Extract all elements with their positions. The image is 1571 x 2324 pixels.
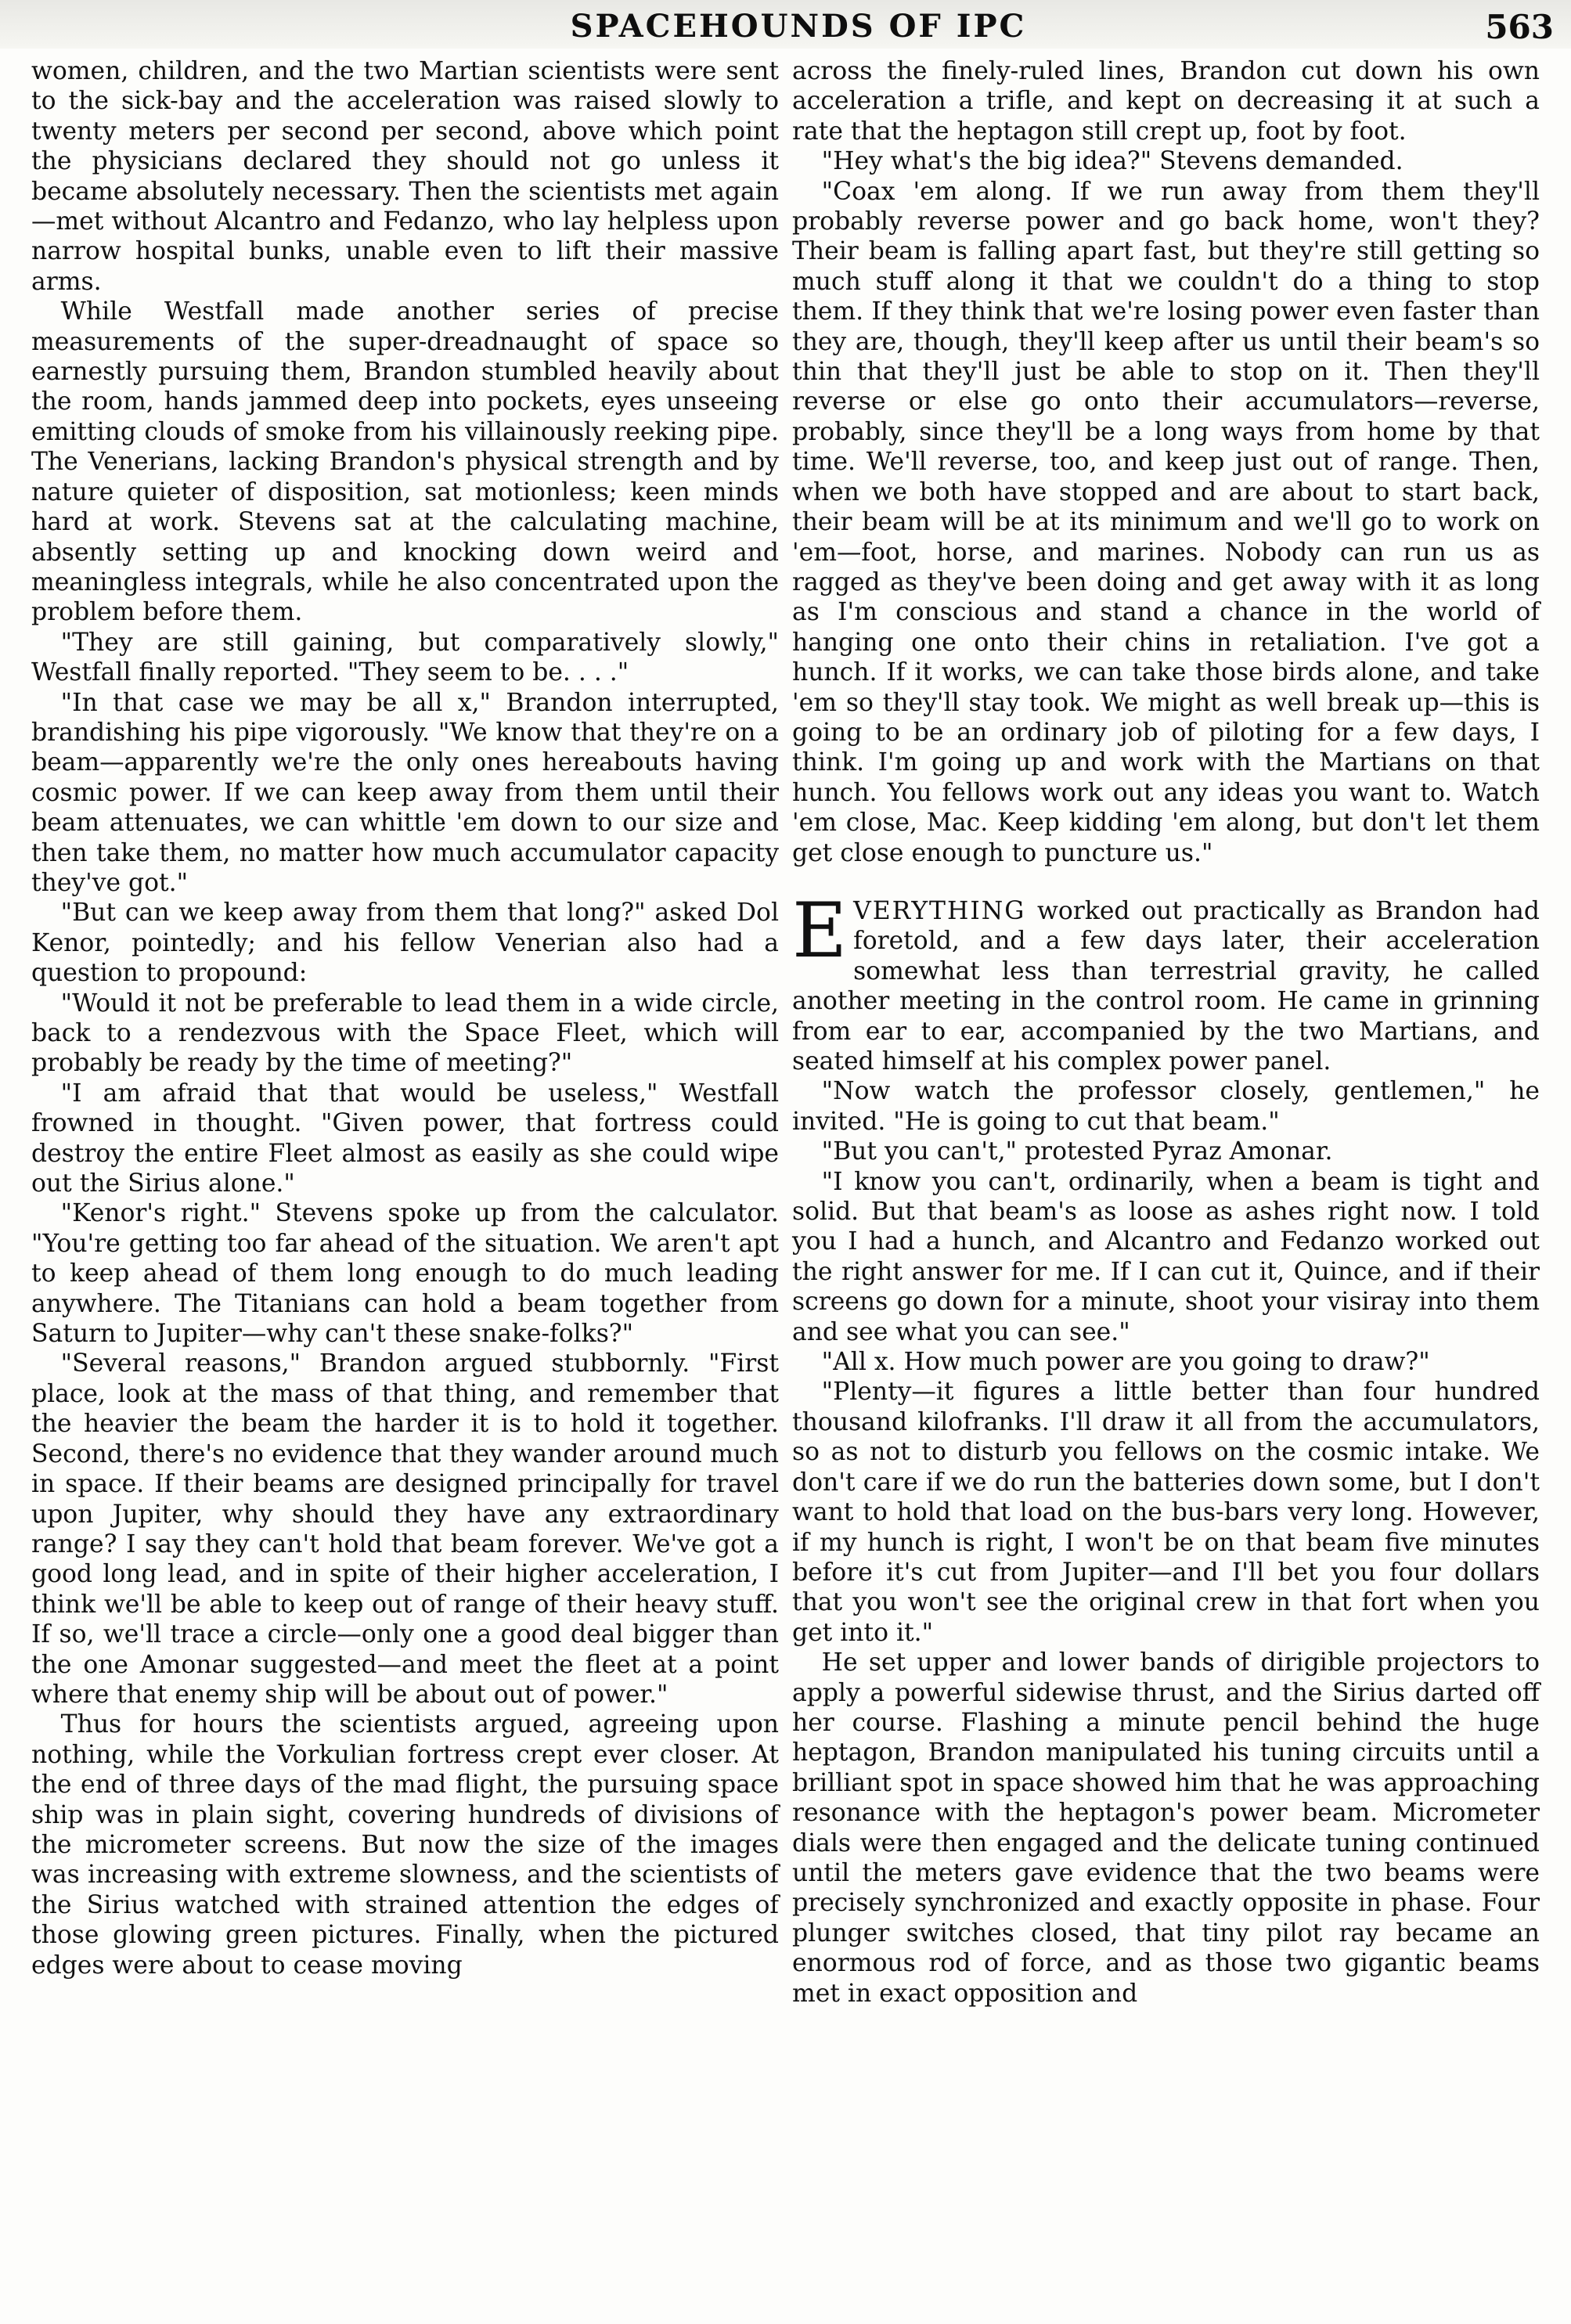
paragraph: "Kenor's right." Stevens spoke up from the calculator. "You're getting too far ahead of the situation. We aren't apt to keep ahead of them long enough to do much leading anywhere. The Titanians can hold a beam together from Saturn to Jupiter—why can't these snake-folks?" xyxy=(31,1199,779,1349)
right-column xyxy=(792,56,1540,2009)
running-title: SPACEHOUNDS OF IPC xyxy=(570,8,1027,45)
paragraph: "Would it not be preferable to lead them in a wide circle, back to a rendezvous with the Space Fleet, which will probably be ready by the time of meeting?" xyxy=(31,989,779,1078)
left-column xyxy=(31,56,779,1980)
paragraph: women, children, and the two Martian scientists were sent to the sick-bay and the acceleration was raised slowly to twenty meters per second per second, above which point the physicians declared they should not go unless it became absolutely necessary. Then the scientists met again—met without Alcantro and Fedanzo, who lay helpless upon narrow hospital bunks, unable even to lift their massive arms. xyxy=(31,57,779,296)
paragraph: "But you can't," protested Pyraz Amonar. xyxy=(821,1137,1333,1166)
section-break xyxy=(792,868,1540,896)
paragraph: "All x. How much power are you going to draw?" xyxy=(821,1348,1430,1377)
page-number: 563 xyxy=(1485,8,1554,46)
paragraph: While Westfall made another series of precise measurements of the super-dreadnaught of space so earnestly pursuing them, Brandon stumbled heavily about the room, hands jammed deep into pockets, eyes unseeing emitting clouds of smoke from his villainously reeking pipe. The Venerians, lacking Brandon's physical strength and by nature quieter of disposition, sat motionless; keen minds hard at work. Stevens sat at the calculating machine, absently setting up and knocking down weird and meaningless integrals, while he also concentrated upon the problem before them. xyxy=(31,297,779,627)
paragraph: across the finely-ruled lines, Brandon cut down his own acceleration a trifle, and kept on decreasing it at such a rate that the heptagon still crept up, foot by foot. xyxy=(792,57,1540,146)
paragraph-text: worked out practically as Brandon had foretold, and a few days later, their acceleration somewhat less than terrestrial gravity, he called another meeting in the control room. He came in grinning from ear to ear, accompanied by the two Martians, and seated himself at his complex power panel. xyxy=(792,896,1540,1076)
paragraph: "Now watch the professor closely, gentlemen," he invited. "He is going to cut that beam." xyxy=(792,1077,1540,1136)
drop-cap: E xyxy=(792,886,848,975)
paragraph: "Hey what's the big idea?" Stevens demanded. xyxy=(821,147,1403,176)
lead-in-word: VERYTHING xyxy=(853,896,1026,925)
paragraph: "In that case we may be all x," Brandon interrupted, brandishing his pipe vigorously. "We know that they're on a beam—apparently we're the only ones hereabouts having cosmic power. If we can keep away from them until their beam attenuates, we can whittle 'em down to our size and then take them, no matter how much accumulator capacity they've got." xyxy=(31,688,779,897)
paragraph: "But can we keep away from them that long?" asked Dol Kenor, pointedly; and his fellow Venerian also had a question to propound: xyxy=(31,899,779,988)
paragraph: "Coax 'em along. If we run away from them they'll probably reverse power and go back home, won't they? Their beam is falling apart fast, but they're still getting so much stuff along it that we couldn't do a thing to stop them. If they think that we're losing power even faster than they are, though, they'll keep after us until their beam's so thin that they'll just be able to stop on it. Then they'll reverse or else go onto their accumulators—reverse, probably, since they'll be a long ways from home by that time. We'll reverse, too, and keep just out of range. Then, when we both have stopped and are about to start back, their beam will be at its minimum and we'll go to work on 'em—foot, horse, and marines. Nobody can run us as ragged as they've been doing and get away with it as long as I'm conscious and stand a chance in the world of hanging one onto their chins in retaliation. I've got a hunch. If it works, we can take those birds alone, and take 'em so they'll stay took. We might as well break up—this is going to be an ordinary job of piloting for a few days, I think. I'm going up and work with the Martians on that hunch. You fellows work out any ideas you want to. Watch 'em close, Mac. Keep kidding 'em along, but don't let them get close enough to puncture us." xyxy=(792,177,1540,867)
paragraph: "I know you can't, ordinarily, when a beam is tight and solid. But that beam's as loose as ashes right now. I told you I had a hunch, and Alcantro and Fedanzo worked out the right answer for me. If I can cut it, Quince, and if their screens go down for a minute, shoot your visiray into them and see what you can see." xyxy=(792,1167,1540,1346)
paragraph: "They are still gaining, but comparatively slowly," Westfall finally reported. "They seem to be. . . ." xyxy=(31,628,779,687)
paragraph: Thus for hours the scientists argued, agreeing upon nothing, while the Vorkulian fortress crept ever closer. At the end of three days of the mad flight, the pursuing space ship was in plain sight, covering hundreds of divisions of the micrometer screens. But now the size of the images was increasing with extreme slowness, and the scientists of the Sirius watched with strained attention the edges of those glowing green pictures. Finally, when the pictured edges were about to cease moving xyxy=(31,1710,779,1980)
section-first-paragraph xyxy=(792,886,1540,1076)
paragraph: He set upper and lower bands of dirigible projectors to apply a powerful sidewise thrust, and the Sirius darted off her course. Flashing a minute pencil behind the huge heptagon, Brandon manipulated his tuning circuits until a brilliant spot in space showed him that he was approaching resonance with the heptagon's power beam. Micrometer dials were then engaged and the delicate tuning continued until the meters gave evidence that the two beams were precisely synchronized and exactly opposite in phase. Four plunger switches closed, that tiny pilot ray became an enormous rod of force, and as those two gigantic beams met in exact opposition and xyxy=(792,1648,1540,2008)
paragraph: "I am afraid that that would be useless," Westfall frowned in thought. "Given power, that fortress could destroy the entire Fleet almost as easily as she could wipe out the Sirius alone." xyxy=(31,1079,779,1198)
page-header xyxy=(0,0,1571,49)
paragraph: "Several reasons," Brandon argued stubbornly. "First place, look at the mass of that thing, and remember that the heavier the beam the harder it is to hold it together. Second, there's no evidence that they wander around much in space. If their beams are designed principally for travel upon Jupiter, why should they have any extraordinary range? I say they can't hold that beam forever. We've got a good long lead, and in spite of their higher acceleration, I think we'll be able to keep out of range of their heavy stuff. If so, we'll trace a circle—only one a good deal bigger than the one Amonar suggested—and meet the fleet at a point where that enemy ship will be about out of power." xyxy=(31,1349,779,1709)
paragraph: "Plenty—it figures a little better than four hundred thousand kilofranks. I'll draw it all from the accumulators, so as not to disturb you fellows on the cosmic intake. We don't care if we do run the batteries down some, but I don't want to hold that load on the bus-bars very long. However, if my hunch is right, I won't be on that beam five minutes before it's cut from Jupiter—and I'll bet you four dollars that you won't see the original crew in that fort when you get into it." xyxy=(792,1378,1540,1647)
